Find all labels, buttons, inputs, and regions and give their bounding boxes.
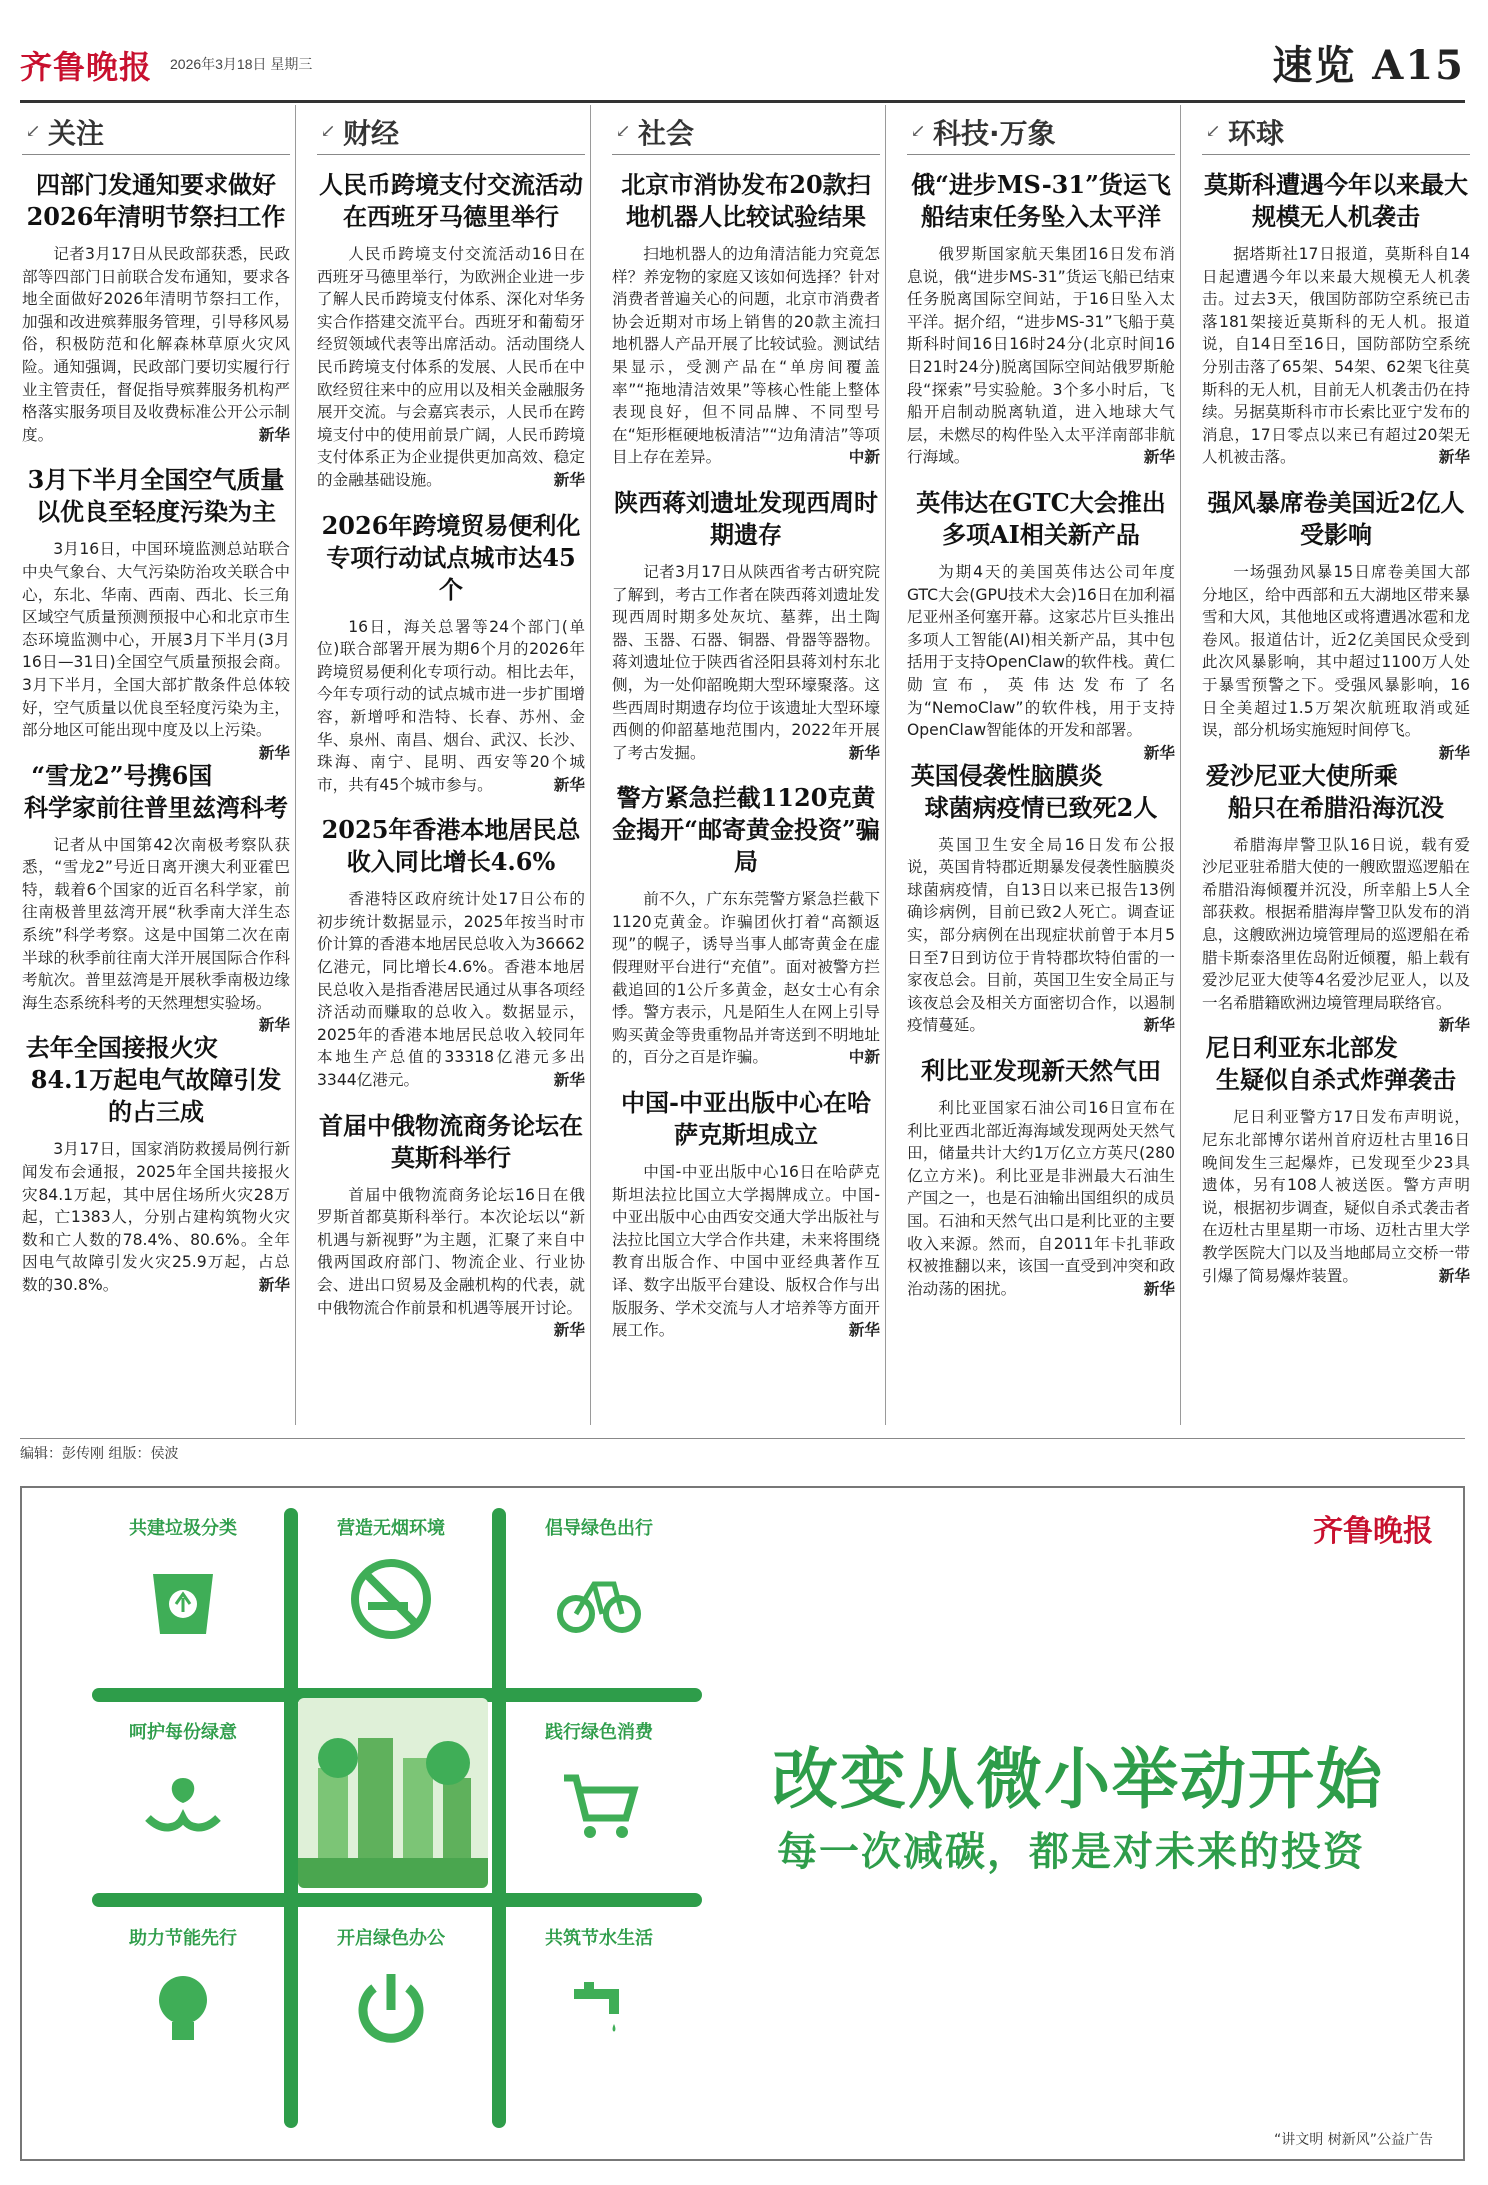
ad-subslogan: 每一次减碳，都是对未来的投资 xyxy=(777,1828,1365,1875)
news-article xyxy=(612,169,880,469)
article-headline: 强风暴席卷美国近2亿人受影响 xyxy=(1207,487,1465,549)
article-body-paragraph xyxy=(22,243,290,446)
page-name: 速览 A15 xyxy=(1272,42,1465,89)
news-article xyxy=(907,169,1175,469)
article-headline: “雪龙2”号携6国科学家前往普里兹湾科考 xyxy=(24,760,288,822)
article-headline: 中国-中亚出版中心在哈萨克斯坦成立 xyxy=(621,1088,871,1150)
section-title: 关注 xyxy=(48,117,105,150)
shopping-cart-icon xyxy=(554,1758,644,1848)
article-headline: 英伟达在GTC大会推出多项AI相关新产品 xyxy=(916,487,1166,549)
ad-cell xyxy=(88,1514,278,1704)
faucet-icon xyxy=(554,1964,644,2054)
newspaper-logo: 齐鲁晚报 xyxy=(20,48,153,86)
article-source: 新华 xyxy=(553,775,585,794)
article-body: 据塔斯社17日报道，莫斯科自14日起遭遇今年以来最大规模无人机袭击。过去3天，俄国防部防空系统已击落181架接近莫斯科的无人机。报道说，自14日至16日，国防部防空系统分别击落了65架、54架、62架飞往莫斯科的无人机，目前无人机袭击仍在持续。另据莫斯科市市长索比亚宁发布的消息，17日零点以来已有超过20架无人机被击落。 xyxy=(1202,245,1470,467)
news-column xyxy=(19,110,290,1410)
column-divider xyxy=(590,105,591,1425)
section-header xyxy=(609,110,880,155)
article-body: 记者3月17日从民政部获悉，民政部等四部门日前联合发布通知，要求各地全面做好2026年清明节祭扫工作，加强和改进殡葬服务管理，引导移风易俗，积极防范和化解森林草原火灾风险。通知强调，民政部门要切实履行行业主管责任，督促指导殡葬服务机构严格落实服务项目及收费标准公开公示制度。 xyxy=(22,245,290,444)
section-arrow-icon: ↓ xyxy=(904,118,931,145)
news-article xyxy=(1202,487,1470,762)
section-arrow-icon: ↓ xyxy=(19,118,46,145)
news-article xyxy=(1202,760,1470,1035)
article-source: 新华 xyxy=(553,1071,585,1090)
issue-date: 2026年3月18日 星期三 xyxy=(170,56,313,72)
article-body-paragraph xyxy=(1202,561,1470,762)
news-article xyxy=(907,1055,1175,1300)
cell-label: 营造无烟环境 xyxy=(337,1518,445,1539)
article-source: 新华 xyxy=(553,470,585,489)
article-source: 新华 xyxy=(1438,1266,1470,1285)
cell-label: 共建垃圾分类 xyxy=(129,1518,237,1539)
article-body: 记者3月17日从陕西省考古研究院了解到，考古工作者在陕西蒋刘遗址发现西周时期多处灰坑、墓葬，出土陶器、玉器、石器、铜器、骨器等器物。蒋刘遗址位于陕西省泾阳县蒋刘村东北侧，为一处仰韶晚期大型环壕聚落。这些西周时期遗存均位于该遗址大型环壕西侧的仰韶墓地范围内，2022年开展了考古发掘。 xyxy=(612,562,880,762)
news-article xyxy=(907,487,1175,762)
news-column xyxy=(314,110,585,1410)
article-body-paragraph xyxy=(1202,243,1470,469)
article-body-paragraph xyxy=(1202,1106,1470,1287)
article-body-paragraph xyxy=(907,243,1175,469)
article-source: 新华 xyxy=(1143,448,1175,467)
ad-cell xyxy=(504,1718,694,1908)
article-body-paragraph xyxy=(907,1097,1175,1300)
article-headline: 人民币跨境支付交流活动在西班牙马德里举行 xyxy=(319,170,583,231)
article-source: 新华 xyxy=(258,1276,290,1294)
news-article xyxy=(22,169,290,446)
article-headline: 2026年跨境贸易便利化专项行动试点城市达45个 xyxy=(321,510,581,604)
article-body: 前不久，广东东莞警方紧急拦截下1120克黄金。诈骗团伙打着“高额返现”的幌子，诱导当事人邮寄黄金在虚假理财平台进行“充值”。面对被警方拦截追回的1公斤多黄金，赵女士心有余悸。警方表示，凡是陌生人在网上引导购买黄金等贵重物品并寄送到不明地址的，百分之百是诈骗。 xyxy=(612,890,880,1067)
news-article xyxy=(317,1110,585,1340)
article-source: 新华 xyxy=(848,743,880,762)
article-body: 尼日利亚警方17日发布声明说，尼东北部博尔诺州首府迈杜古里16日晚间发生三起爆炸，已发现至少23具遗体，另有108人被送医。警方声明说，根据初步调查，疑似自杀式袭击者在迈杜古里星期一市场、迈杜古里大学教学医院大门以及当地邮局立交桥一带引爆了简易爆炸装置。 xyxy=(1202,1108,1470,1285)
editor-credits: 编辑：彭传刚 组版：侯波 xyxy=(20,1438,1465,1463)
article-headline: 首届中俄物流商务论坛在莫斯科举行 xyxy=(319,1110,583,1172)
news-article xyxy=(317,510,585,797)
article-body: 英国卫生安全局16日发布公报说，英国肯特郡近期暴发侵袭性脑膜炎球菌病疫情，自13日以来已报告13例确诊病例，目前已致2人死亡。调查证实，部分病例在出现症状前曾于本月5日至7日到访位于肯特郡坎特伯雷的一家夜总会。目前，英国卫生安全局正与该夜总会及相关方面密切合作，以遏制疫情蔓延。 xyxy=(907,835,1175,1035)
section-header xyxy=(314,110,585,155)
article-headline: 尼日利亚东北部发生疑似自杀式炸弹袭击 xyxy=(1205,1033,1456,1095)
article-source: 新华 xyxy=(1438,1016,1470,1035)
article-headline: 2025年香港本地居民总收入同比增长4.6% xyxy=(321,815,581,877)
article-source: 新华 xyxy=(258,743,290,762)
news-column xyxy=(609,110,880,1410)
article-body-paragraph xyxy=(317,616,585,797)
article-body: 利比亚国家石油公司16日宣布在利比亚西北部近海海域发现两处天然气田，储量共计大约1万亿立方英尺(280亿立方米)。利比亚是非洲最大石油生产国之一，也是石油输出国组织的成员国。石油和天然气出口是利比亚的主要收入来源。然而，自2011年卡扎菲政权被推翻以来，该国一直受到冲突和政治动荡的困扰。 xyxy=(907,1099,1175,1298)
article-source: 中新 xyxy=(848,448,880,467)
section-arrow-icon: ↓ xyxy=(1199,118,1226,145)
section-arrow-icon: ↓ xyxy=(314,118,341,145)
article-body-paragraph xyxy=(317,243,585,492)
article-body: 一场强劲风暴15日席卷美国大部分地区，给中西部和五大湖地区带来暴雪和大风，其他地区或将遭遇冰雹和龙卷风。报道估计，近2亿美国民众受到此次风暴影响，其中超过1100万人处于暴雪预警之下。受强风暴影响，16日全美超过1.5万架次航班取消或延误，部分机场实施短时间停飞。 xyxy=(1202,562,1470,740)
article-headline: 四部门发通知要求做好2026年清明节祭扫工作 xyxy=(26,170,286,231)
cell-label: 践行绿色消费 xyxy=(545,1722,653,1743)
cell-label: 倡导绿色出行 xyxy=(545,1518,653,1539)
article-body-paragraph xyxy=(612,243,880,469)
article-body: 人民币跨境支付交流活动16日在西班牙马德里举行，为欧洲企业进一步了解人民币跨境支付体系、深化对华务实合作搭建交流平台。西班牙和葡萄牙经贸领域代表等出席活动。活动围绕人民币跨境支付体系的发展、人民币在中欧经贸往来中的应用以及相关金融服务展开交流。与会嘉宾表示，人民币在跨境支付中的使用前景广阔，人民币跨境支付体系正为企业提供更加高效、稳定的金融基础设施。 xyxy=(317,245,585,489)
news-article xyxy=(612,782,880,1069)
article-body: 3月16日，中国环境监测总站联合中央气象台、大气污染防治攻关联合中心，东北、华南、西南、西北、长三角区域空气质量预测预报中心和北京市生态环境监测中心，开展3月下半月(3月16日—31日)全国空气质量预报会商。3月下半月，全国大部扩散条件总体较好，空气质量以优良至轻度污染为主，部分地区可能出现中度及以上污染。 xyxy=(22,540,290,740)
article-headline: 俄“进步MS-31”货运飞船结束任务坠入太平洋 xyxy=(911,170,1171,231)
ad-cell xyxy=(296,1514,486,1704)
cell-label: 呵护每份绿意 xyxy=(129,1722,237,1743)
section-header xyxy=(904,110,1175,155)
power-icon xyxy=(346,1964,436,2054)
section-arrow-icon: ↓ xyxy=(609,118,636,145)
article-headline: 利比亚发现新天然气田 xyxy=(921,1056,1161,1086)
article-body: 3月17日，国家消防救援局例行新闻发布会通报，2025年全国共接报火灾84.1万起，其中居住场所火灾28万起，亡1383人，分别占建构筑物火灾数和亡人数的78.4%、80.6%。全年因电气故障引发火灾25.9万起，占总数的30.8%。 xyxy=(22,1140,290,1294)
article-headline: 陕西蒋刘遗址发现西周时期遗存 xyxy=(614,487,878,549)
section-title: 科技·万象 xyxy=(933,117,1056,150)
article-body-paragraph xyxy=(317,888,585,1091)
article-body-paragraph xyxy=(1202,834,1470,1035)
news-column xyxy=(904,110,1175,1410)
public-service-ad xyxy=(20,1486,1465,2161)
news-article xyxy=(22,1032,290,1296)
news-article xyxy=(317,169,585,492)
ad-cell xyxy=(296,1924,486,2114)
hands-plant-icon xyxy=(138,1758,228,1848)
article-source: 新华 xyxy=(848,1321,880,1340)
article-source: 新华 xyxy=(258,425,290,444)
article-body-paragraph xyxy=(22,1138,290,1296)
article-body-paragraph xyxy=(612,561,880,764)
news-article xyxy=(612,487,880,764)
cell-label: 开启绿色办公 xyxy=(337,1928,445,1949)
cell-label: 共筑节水生活 xyxy=(545,1928,653,1949)
ad-cell xyxy=(504,1514,694,1704)
article-body: 中国-中亚出版中心16日在哈萨克斯坦法拉比国立大学揭牌成立。中国-中亚出版中心由西安交通大学出版社与法拉比国立大学合作共建，未来将围绕教育出版合作、中国中亚经典著作互译、数字出版平台建设、版权合作与出版服务、学术交流与人才培养等方面开展工作。 xyxy=(612,1163,880,1340)
news-article xyxy=(317,814,585,1091)
page-header xyxy=(20,30,1465,103)
ad-cell xyxy=(88,1924,278,2114)
article-body-paragraph xyxy=(22,538,290,762)
news-column xyxy=(1199,110,1470,1410)
recycle-bin-icon xyxy=(138,1554,228,1644)
article-body: 首届中俄物流商务论坛16日在俄罗斯首都莫斯科举行。本次论坛以“新机遇与新视野”为主题，汇聚了来自中俄两国政府部门、物流企业、行业协会、进出口贸易及金融机构的代表，就中俄物流合作前景和机遇等展开讨论。 xyxy=(317,1185,585,1317)
column-divider xyxy=(295,105,296,1425)
column-divider xyxy=(1180,105,1181,1425)
ad-cell xyxy=(88,1718,278,1908)
news-article xyxy=(1202,169,1470,469)
article-body-paragraph xyxy=(907,561,1175,762)
article-body: 香港特区政府统计处17日公布的初步统计数据显示，2025年按当时市价计算的香港本地居民总收入为36662亿港元，同比增长4.6%。香港本地居民总收入是指香港居民通过从事各项经济活动而赚取的总收入。数据显示，2025年的香港本地居民总收入较同年本地生产总值的33318亿港元多出3344亿港元。 xyxy=(317,890,585,1090)
article-body-paragraph xyxy=(612,1161,880,1342)
article-body: 为期4天的美国英伟达公司年度GTC大会(GPU技术大会)16日在加利福尼亚州圣何塞开幕。这家芯片巨头推出多项人工智能(AI)相关新产品，其中包括用于支持OpenClaw的软件栈。黄仁勋宣布，英伟达发布了名为“NemoClaw”的软件栈，用于支持OpenClaw智能体的开发和部署。 xyxy=(907,562,1175,740)
column-divider xyxy=(885,105,886,1425)
article-headline: 去年全国接报火灾84.1万起电气故障引发的占三成 xyxy=(25,1033,282,1127)
section-header xyxy=(19,110,290,155)
article-body-paragraph xyxy=(317,1184,585,1340)
article-headline: 3月下半月全国空气质量以优良至轻度污染为主 xyxy=(27,465,285,527)
cell-label: 助力节能先行 xyxy=(129,1928,237,1949)
news-article xyxy=(22,464,290,762)
article-headline: 莫斯科遭遇今年以来最大规模无人机袭击 xyxy=(1204,170,1468,231)
article-body-paragraph xyxy=(612,888,880,1069)
news-article xyxy=(1202,1032,1470,1287)
article-body: 希腊海岸警卫队16日说，载有爱沙尼亚驻希腊大使的一艘欧盟巡逻船在希腊沿海倾覆并沉没，所幸船上5人全部获救。根据希腊海岸警卫队发布的消息，这艘欧洲边境管理局的巡逻船在希腊卡斯泰洛里佐岛附近倾覆，船上载有爱沙尼亚大使等4名爱沙尼亚人，以及一名希腊籍欧洲边境管理局联络官。 xyxy=(1202,835,1470,1012)
article-body: 俄罗斯国家航天集团16日发布消息说，俄“进步MS-31”货运飞船已结束任务脱离国际空间站，于16日坠入太平洋。据介绍，“进步MS-31”飞船于莫斯科时间16日16时24分(北京时间16日21时24分)脱离国际空间站俄罗斯舱段“探索”号实验舱。3个多小时后，飞船开启制动脱离轨道，进入地球大气层，未燃尽的构件坠入太平洋南部非航行海域。 xyxy=(907,245,1175,467)
no-smoking-icon xyxy=(346,1554,436,1644)
article-source: 新华 xyxy=(1143,1279,1175,1298)
news-article xyxy=(612,1087,880,1342)
article-headline: 警方紧急拦截1120克黄金揭开“邮寄黄金投资”骗局 xyxy=(612,783,880,877)
bicycle-icon xyxy=(554,1554,644,1644)
green-city-illustration xyxy=(298,1698,488,1888)
article-source: 新华 xyxy=(1438,743,1470,762)
section-title: 环球 xyxy=(1228,117,1285,150)
section-header xyxy=(1199,110,1470,155)
article-headline: 爱沙尼亚大使所乘船只在希腊沿海沉没 xyxy=(1205,760,1444,822)
news-article xyxy=(907,760,1175,1037)
section-title: 社会 xyxy=(638,117,695,150)
article-source: 新华 xyxy=(1143,1016,1175,1035)
ad-logo: 齐鲁晚报 xyxy=(1313,1514,1433,1549)
ad-note: “讲文明 树新风”公益广告 xyxy=(1274,2132,1433,2148)
article-body-paragraph xyxy=(22,834,290,1035)
article-source: 新华 xyxy=(1438,448,1470,467)
article-source: 新华 xyxy=(1143,743,1175,762)
ad-cell xyxy=(504,1924,694,2114)
news-article xyxy=(22,760,290,1035)
ad-slogan: 改变从微小举动开始 xyxy=(772,1740,1384,1818)
light-bulb-icon xyxy=(138,1964,228,2054)
article-source: 新华 xyxy=(258,1016,290,1035)
article-source: 新华 xyxy=(553,1321,585,1340)
article-body: 扫地机器人的边角清洁能力究竟怎样？养宠物的家庭又该如何选择？针对消费者普遍关心的问题，北京市消费者协会近期对市场上销售的20款主流扫地机器人产品开展了比较试验。测试结果显示，受测产品在“单房间覆盖率”“拖地清洁效果”等核心性能上整体表现良好，但不同品牌、不同型号在“矩形框硬地板清洁”“边角清洁”等项目上存在差异。 xyxy=(612,245,880,467)
article-headline: 英国侵袭性脑膜炎球菌病疫情已致死2人 xyxy=(910,760,1158,822)
article-body: 16日，海关总署等24个部门(单位)联合部署开展为期6个月的2026年跨境贸易便利化专项行动。相比去年，今年专项行动的试点城市进一步扩围增容，新增呼和浩特、长春、苏州、金华、泉州、南昌、烟台、武汉、长沙、珠海、南宁、昆明、西安等20个城市，共有45个城市参与。 xyxy=(317,617,585,794)
section-title: 财经 xyxy=(343,117,400,150)
article-headline: 北京市消协发布20款扫地机器人比较试验结果 xyxy=(621,170,871,231)
article-source: 中新 xyxy=(848,1048,880,1067)
article-body: 记者从中国第42次南极考察队获悉，“雪龙2”号近日离开澳大利亚霍巴特，载着6个国家的近百名科学家，前往南极普里兹湾开展“秋季南大洋生态系统”科学考察。这是中国第二次在南半球的秋季前往南大洋开展国际合作科考航次。普里兹湾是开展秋季南极边缘海生态系统科考的天然理想实验场。 xyxy=(22,835,290,1012)
article-body-paragraph xyxy=(907,834,1175,1037)
